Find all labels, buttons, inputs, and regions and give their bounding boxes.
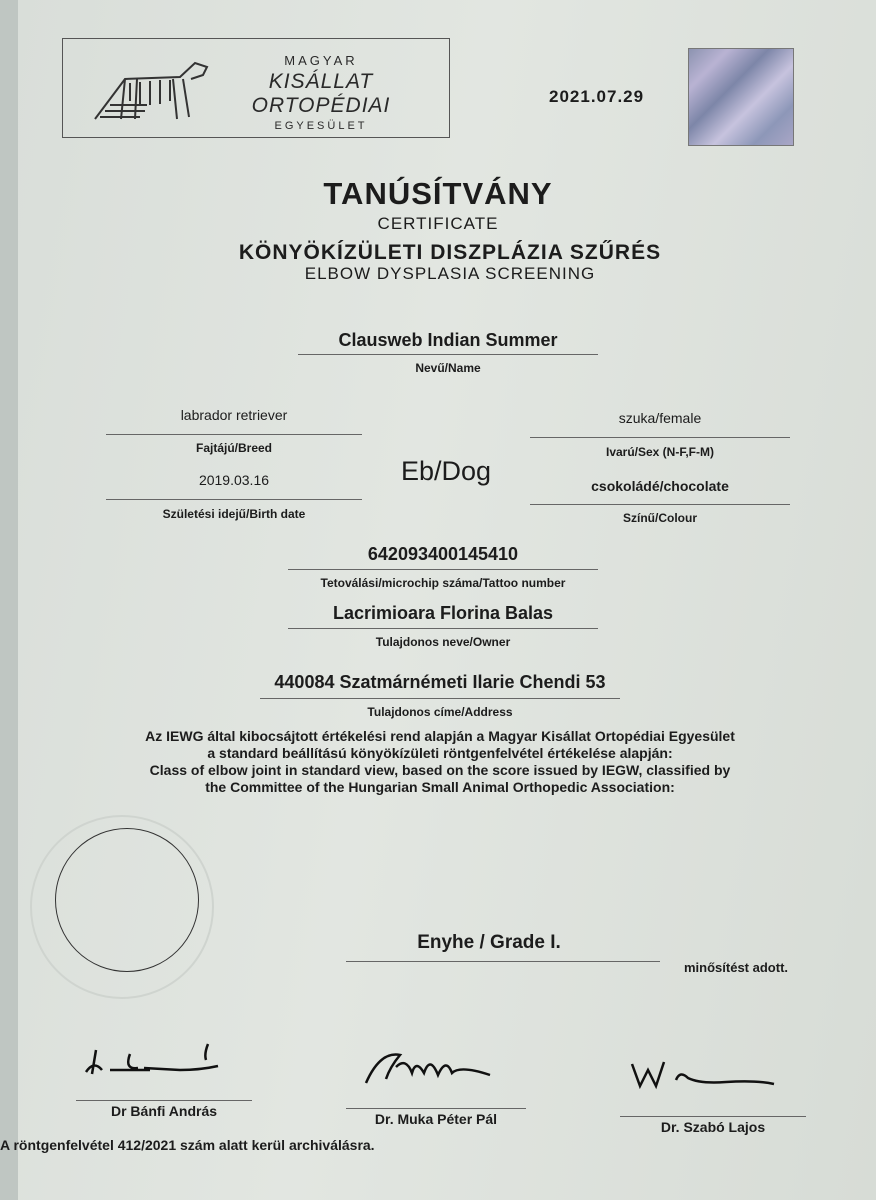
statement-line-3: Class of elbow joint in standard view, based on the score issued by IEGW, classified by (149, 762, 731, 778)
colour-value: csokoládé/chocolate (591, 478, 729, 494)
birth-line (106, 499, 362, 500)
signatory-3-name: Dr. Szabó Lajos (660, 1119, 766, 1135)
species-value: Eb/Dog (400, 456, 492, 486)
owner-line (288, 628, 598, 629)
signature-line-2 (346, 1108, 526, 1109)
dog-name-label: Nevű/Name (415, 361, 481, 375)
signatory-2-name: Dr. Muka Péter Pál (374, 1111, 498, 1127)
association-logo (62, 38, 450, 138)
logo-line-1: MAGYAR (284, 53, 358, 68)
issue-date: 2021.07.29 (549, 87, 645, 106)
signature-muka-image (360, 1045, 500, 1090)
archive-note: A röntgenfelvétel 412/2021 szám alatt kerül archiválásra. (0, 1137, 375, 1153)
grade-value: Enyhe / Grade I. (417, 932, 561, 953)
statement-line-4: the Committee of the Hungarian Small Animal Orthopedic Association: (205, 779, 675, 795)
signatory-1-name: Dr Bánfi András (110, 1103, 218, 1119)
owner-label: Tulajdonos neve/Owner (375, 635, 511, 649)
subtitle-en: ELBOW DYSPLASIA SCREENING (304, 264, 596, 283)
signature-line-1 (76, 1100, 252, 1101)
signature-szabo-image (626, 1050, 786, 1095)
assessment-statement (110, 728, 770, 796)
statement-line-2: a standard beállítású könyökízületi röntgenfelvétel értékelése alapján: (207, 745, 673, 761)
seal-circle (55, 828, 199, 972)
logo-line-2: KISÁLLAT ORTOPÉDIAI (251, 70, 391, 117)
birth-date-label: Születési idejű/Birth date (162, 507, 306, 521)
subtitle-hu: KÖNYÖKÍZÜLETI DISZPLÁZIA SZŰRÉS (238, 241, 662, 264)
birth-date-value: 2019.03.16 (198, 472, 270, 488)
colour-label: Színű/Colour (623, 511, 697, 525)
owner-value: Lacrimioara Florina Balas (332, 603, 554, 623)
dog-skeleton-icon (85, 49, 215, 129)
breed-line (106, 434, 362, 435)
sex-label: Ivarú/Sex (N-F,F-M) (605, 445, 714, 459)
microchip-label: Tetoválási/microchip száma/Tattoo number (320, 576, 566, 590)
title-en: CERTIFICATE (377, 214, 499, 233)
microchip-line (288, 569, 598, 570)
grade-suffix: minősítést adott. (684, 960, 789, 975)
logo-line-3: EGYESÜLET (274, 120, 368, 132)
breed-value: labrador retriever (180, 407, 288, 423)
signature-banfi-image (80, 1040, 230, 1085)
hologram-sticker (688, 48, 794, 146)
logo-text (201, 53, 441, 132)
sex-line (530, 437, 790, 438)
grade-line (346, 961, 660, 962)
breed-label: Fajtájú/Breed (195, 441, 273, 455)
address-value: 440084 Szatmárnémeti Ilarie Chendi 53 (274, 672, 606, 692)
address-line (260, 698, 620, 699)
colour-line (530, 504, 790, 505)
signature-line-3 (620, 1116, 806, 1117)
statement-line-1: Az IEWG által kibocsájtott értékelési rend alapján a Magyar Kisállat Ortopédiai Egyesület (145, 728, 735, 744)
address-label: Tulajdonos címe/Address (367, 705, 513, 719)
sex-value: szuka/female (618, 410, 702, 426)
microchip-value: 642093400145410 (367, 544, 519, 564)
title-hu: TANÚSÍTVÁNY (323, 176, 553, 211)
name-line (298, 354, 598, 355)
dog-name-value: Clausweb Indian Summer (338, 330, 558, 350)
